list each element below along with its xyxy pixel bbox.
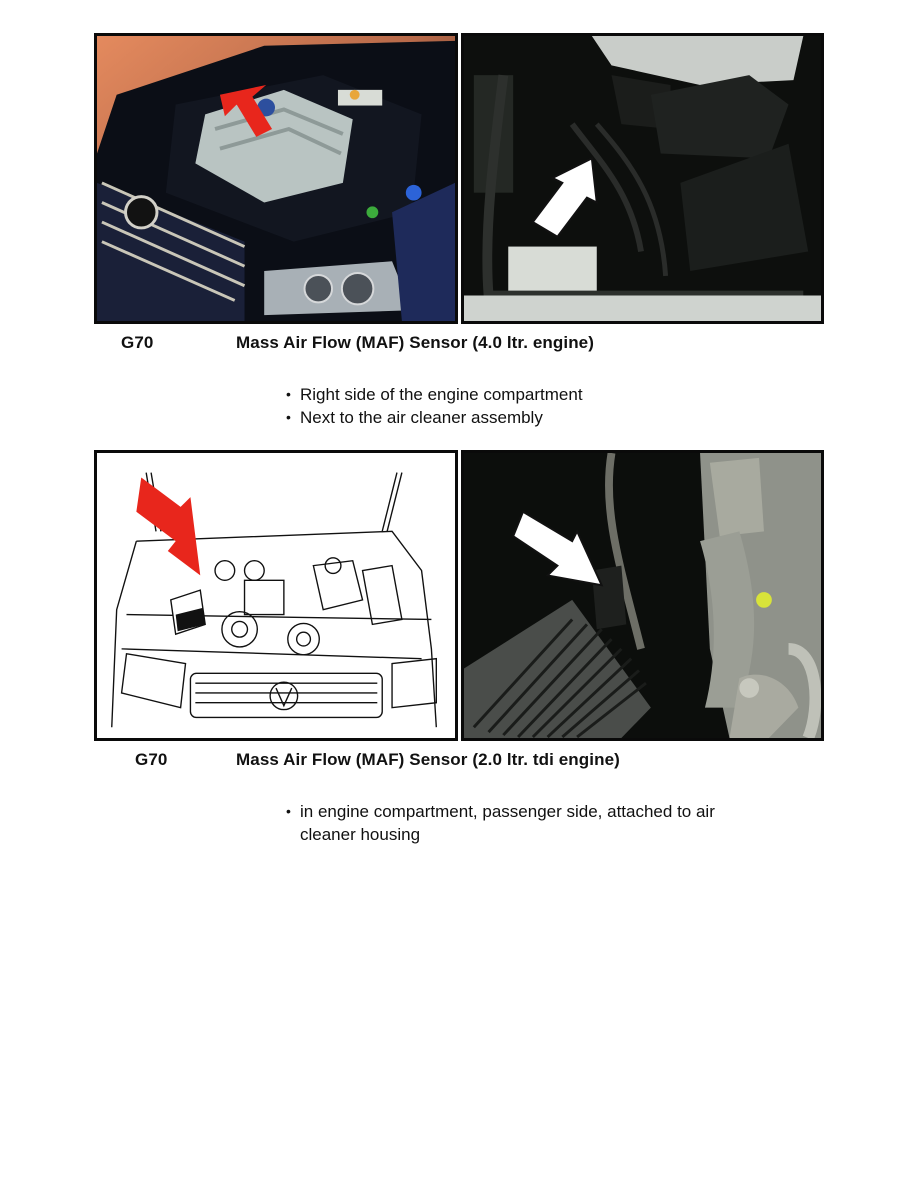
bullet-item: • Next to the air cleaner assembly <box>286 406 583 429</box>
engine-bay-drawing-image <box>97 453 455 738</box>
caption-component-code-1: G70 <box>121 333 154 352</box>
figure-maf-sensor-photo-2-0 <box>461 450 824 741</box>
location-notes-2 <box>286 800 756 846</box>
bullet-item: • Right side of the engine compartment <box>286 383 583 406</box>
figure-engine-bay-photo-4-0 <box>94 33 458 324</box>
caption-title-2: Mass Air Flow (MAF) Sensor (2.0 ltr. tdi engine) <box>236 750 620 769</box>
caption-title-1: Mass Air Flow (MAF) Sensor (4.0 ltr. engine) <box>236 333 594 352</box>
location-notes-1 <box>286 383 583 429</box>
bullet-item: • in engine compartment, passenger side, attached to air cleaner housing <box>286 800 756 846</box>
engine-bay-photo-image <box>97 36 455 321</box>
maf-sensor-photo-tdi-image <box>464 453 821 738</box>
caption-component-code-2: G70 <box>135 750 168 769</box>
maf-sensor-photo-image <box>464 36 821 321</box>
figure-engine-bay-drawing-2-0 <box>94 450 458 741</box>
figure-maf-sensor-photo-4-0 <box>461 33 824 324</box>
